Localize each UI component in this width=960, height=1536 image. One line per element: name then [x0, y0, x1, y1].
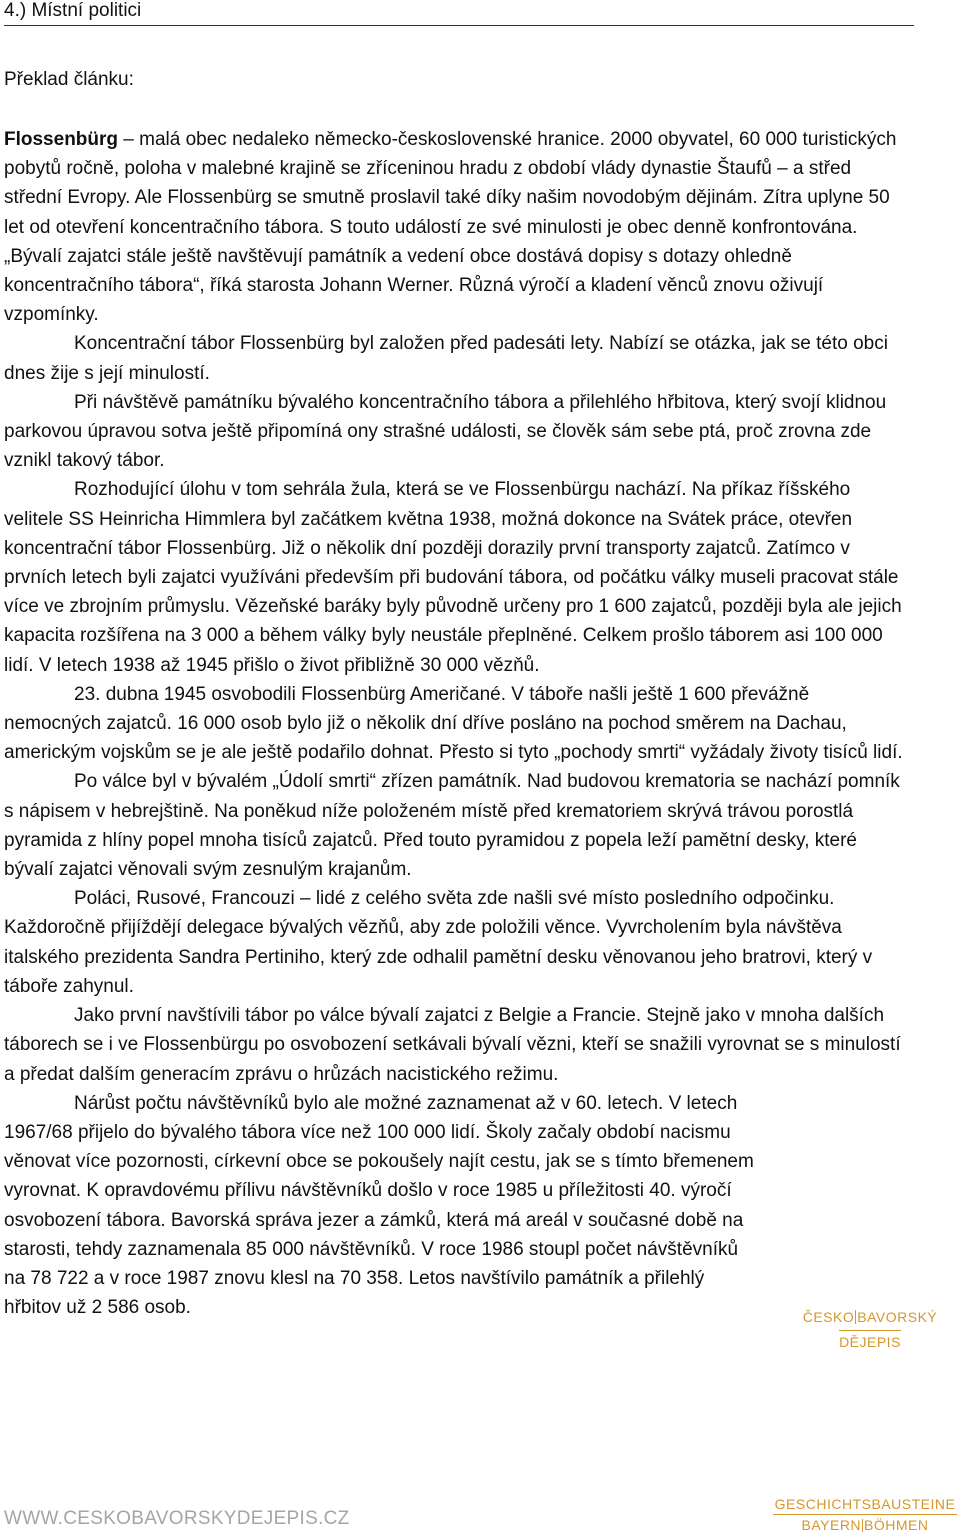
logo-word-dejepis: DĚJEPIS — [839, 1330, 901, 1353]
logo-word-geschichtsbausteine: GESCHICHTSBAUSTEINE — [773, 1494, 958, 1515]
paragraph-1-text: – malá obec nedaleko německo-československé hranice. 2000 obyvatel, 60 000 turistických pobytů ročně, poloha v malebné krajině se zříceninou hradu z období vlády dynastie Štaufů – a střed střední Evropy. Ale Flossenbürg se smutně proslavil také díky našim novodobým dějinám. Zítra uplyne 50 let od otevření koncentračního tábora. S touto událostí ze své minulosti je obec denně konfrontována. „Bývalí zajatci stále ještě navštěvují památník a vedení obce dostává dopisy s dotazy ohledně koncentračního tábora“, říká starosta Johann Werner. Různá výročí a kladení věnců znovu oživují vzpomínky. — [4, 129, 897, 326]
paragraph-4: Rozhodující úlohu v tom sehrála žula, která se ve Flossenbürgu nachází. Na příkaz říšského velitele SS Heinricha Himmlera byl začátkem května 1938, možná dokonce na Svátek práce, otevřen koncentrační tábor Flossenbürg. Již o několik dní později dorazily první transporty zajatců. Zatímco v prvních letech byli zajatci využíváni především při budování tábora, od počátku války museli pracovat stále více ve zbrojním průmyslu. Vězeňské baráky byly původně určeny pro 1 600 zajatců, později byla ale jejich kapacita rozšířena na 3 000 a během války byly neustále přeplněné. Celkem prošlo táborem asi 100 000 lidí. V letech 1938 až 1945 přišlo o život přibližně 30 000 vězňů. — [4, 479, 902, 676]
paragraph-9: Nárůst počtu návštěvníků bylo ale možné zaznamenat až v 60. letech. V letech 1967/68 přijelo do bývalého tábora více než 100 000 lidí. Školy začaly období nacismu věnovat více pozornosti, církevní obce se pokoušely najít cestu, jak se s tímto břemenem vyrovnat. K opravdovému přílivu návštěvníků došlo v roce 1985 u příležitosti 40. výročí osvobození tábora. Bavorská správa jezer a zámků, která má areál v současné době na starosti, tehdy zaznamenala 85 000 návštěvníků. V roce 1986 stoupl počet návštěvníků na 78 722 a v roce 1987 znovu klesl na 70 358. Letos navštívilo památník a přilehlý hřbitov už 2 586 osob. — [4, 1092, 754, 1319]
geschichtsbausteine-logo — [770, 1494, 960, 1535]
paragraph-2: Koncentrační tábor Flossenbürg byl založen před padesáti lety. Nabízí se otázka, jak se této obci dnes žije s její minulostí. — [4, 333, 888, 384]
logo-word-cesko: ČESKO — [802, 1309, 855, 1325]
paragraph-8: Jako první navštívili tábor po válce bývalí zajatci z Belgie a Francie. Stejně jako v mnoha dalších táborech se i ve Flossenbürgu po osvobození setkávali bývalí vězni, kteří se snažili vyrovnat se s minulostí a předat dalším generacím zprávu o hrůzách nacistického režimu. — [4, 1005, 901, 1085]
logo-divider — [862, 1519, 863, 1532]
paragraph-6: Po válce byl v bývalém „Údolí smrti“ zřízen památník. Nad budovou krematoria se nachází pomník s nápisem v hebrejštině. Na poněkud níže položeném místě před krematoriem skrývá trávou porostlá pyramida z hlíny popel mnoha tisíců zajatců. Před touto pyramidou z popela leží pamětní desky, které bývalí zajatci věnovali svým zesnulým krajanům. — [4, 771, 900, 881]
article-subtitle: Překlad článku: — [4, 69, 134, 90]
paragraph-7: Poláci, Rusové, Francouzi – lidé z celého světa zde našli své místo posledního odpočinku. Každoročně přijíždějí delegace bývalých vězňů, aby zde položili věnce. Vyvrcholením byla návštěva italského prezidenta Sandra Pertiniho, který zde odhalil pamětní desku věnovanou jeho bratrovi, který v táboře zahynul. — [4, 888, 873, 997]
cesko-bavorsky-dejepis-logo — [790, 1306, 950, 1353]
logo-word-bayern: BAYERN — [801, 1517, 862, 1533]
article-body — [4, 125, 910, 1322]
section-heading: 4.) Místní politici — [4, 0, 914, 26]
paragraph-5: 23. dubna 1945 osvobodili Flossenbürg Američané. V táboře našli ještě 1 600 převážně nemocných zajatců. 16 000 osob bylo již o několik dní dříve posláno na pochod směrem na Dachau, americkým vojskům se je ale ještě podařilo dohnat. Přesto si tyto „pochody smrti“ vyžádaly životy tisíců lidí. — [4, 683, 903, 764]
logo-word-bohmen: BÖHMEN — [864, 1517, 929, 1533]
logo-word-bavorsky: BAVORSKÝ — [857, 1309, 938, 1325]
footer-website-url: WWW.CESKOBAVORSKYDEJEPIS.CZ — [4, 1508, 350, 1529]
place-name-bold: Flossenbürg — [4, 129, 119, 150]
paragraph-1 — [4, 125, 910, 329]
paragraph-3: Při návštěvě památníku bývalého koncentračního tábora a přilehlého hřbitova, který svojí klidnou parkovou úpravou sotva ještě připomíná ony strašné události, se člověk sám sebe ptá, proč zrovna zde vznikl takový tábor. — [4, 391, 887, 472]
